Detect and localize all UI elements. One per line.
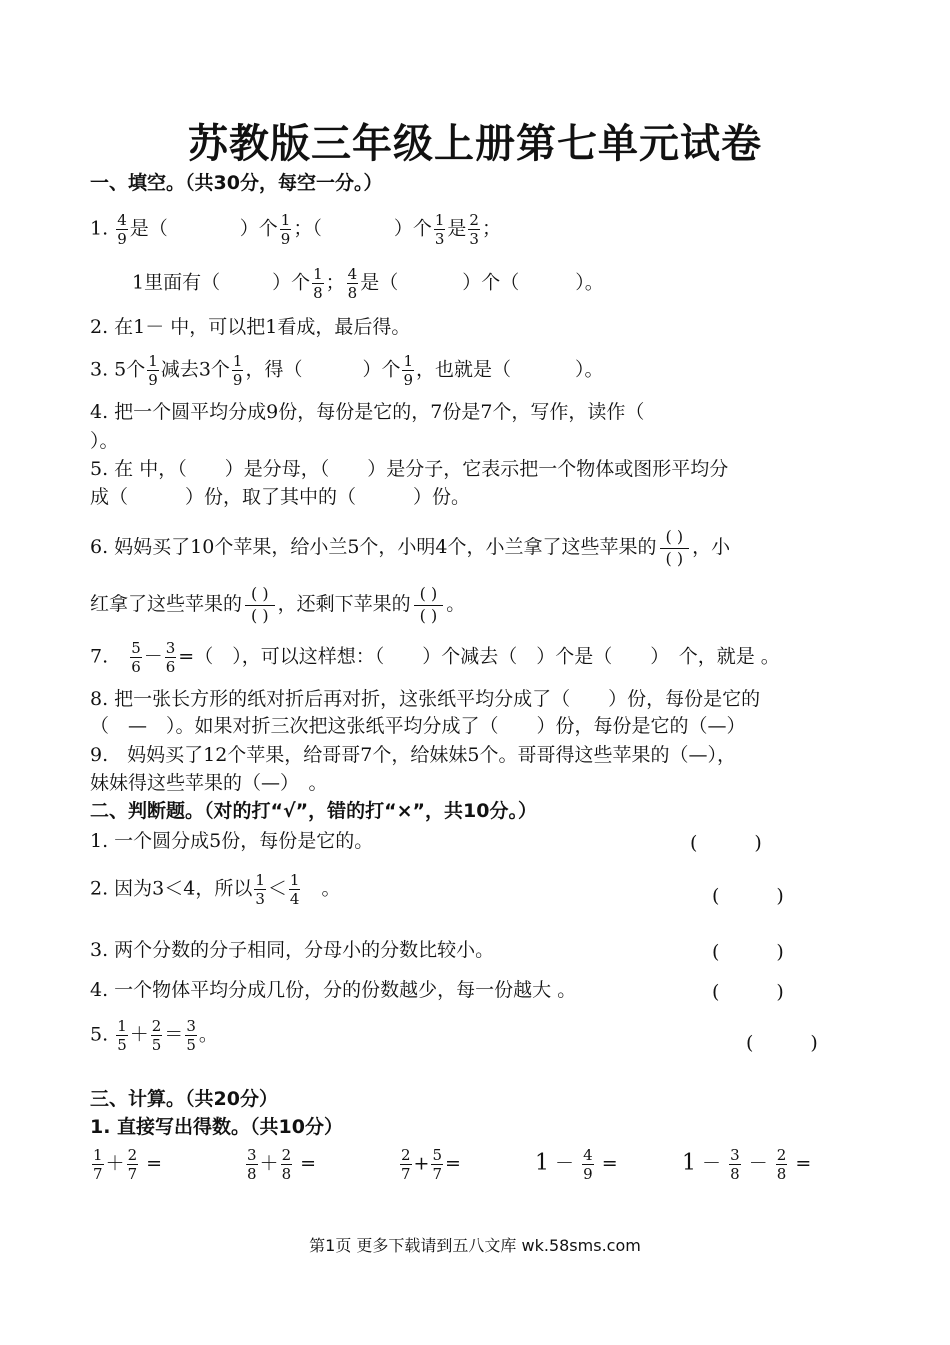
paren-fraction[interactable]: ( ) ( ) (660, 527, 690, 569)
minus-sign: － (748, 1152, 768, 1175)
q5-text: 。 (198, 1023, 218, 1046)
fraction: $\frac{1}{8}$ (313, 265, 323, 302)
equals-sign: = (445, 1152, 461, 1175)
question-3 (90, 353, 604, 388)
calc-expression-4 (535, 1147, 618, 1182)
answer-paren[interactable]: ( ) (712, 885, 784, 907)
q6-text: ，还剩下苹果的 (277, 593, 411, 615)
question-8-line-2: （ — ）。如果对折三次把这张纸平均分成了（ ）份，每份是它的（—） (90, 715, 746, 737)
q6-text: 。 (446, 593, 466, 615)
fraction: $\frac{2}{7}$ (401, 1146, 411, 1183)
q1-text: 是（ (129, 217, 168, 240)
calc-expression-3 (398, 1147, 461, 1182)
paren-fraction[interactable]: ( ) ( ) (414, 584, 444, 626)
q1-text: ； (325, 271, 345, 294)
fraction: $\frac{1}{3}$ (434, 211, 445, 248)
q1-text: 1里面有（ (132, 271, 221, 294)
question-4-line-2: ）。 (90, 430, 119, 452)
q3-text: ）个 (362, 358, 401, 381)
fraction: $\frac{1}{9}$ (148, 352, 158, 389)
q1-number: 1. (90, 217, 109, 240)
question-4-line-1: 4. 把一个圆平均分成9份，每份是它的，7份是7个，写作，读作（ (90, 401, 645, 423)
q6-text: 红拿了这些苹果的 (90, 593, 243, 615)
section2-heading: 二、判断题。（对的打“√”，错的打“×”，共10分。） (90, 800, 537, 822)
fraction: $\frac{1}{3}$ (255, 871, 265, 908)
calc-expression-1 (90, 1147, 162, 1182)
calc-expression-5 (682, 1147, 811, 1182)
q1-text: 是（ (360, 271, 399, 294)
plus-sign: ＋ (105, 1152, 125, 1175)
fraction: $\frac{5}{7}$ (432, 1146, 443, 1183)
fraction: $\frac{4}{9}$ (583, 1146, 593, 1183)
minus-sign: － (702, 1152, 722, 1175)
q3-text: ，也就是（ (416, 358, 512, 381)
q3-text: ，得（ (245, 358, 303, 381)
q6-text: 6. 妈妈买了10个苹果，给小兰5个，小明4个，小兰拿了这些苹果的 (90, 536, 657, 558)
page-title: 苏教版三年级上册第七单元试卷 (188, 121, 762, 167)
fraction: $\frac{2}{5}$ (151, 1017, 162, 1054)
fraction: $\frac{2}{3}$ (469, 211, 479, 248)
fraction: $\frac{2}{7}$ (127, 1146, 138, 1183)
section1-heading: 一、填空。（共30分，每空一分。） (90, 172, 383, 194)
plus-sign: ＋ (259, 1152, 279, 1175)
fraction: $\frac{4}{9}$ (117, 211, 127, 248)
q2-text: 2. 因为3＜4，所以 (90, 877, 253, 900)
question-5-line-2: 成（ ）份，取了其中的（ ）份。 (90, 486, 471, 508)
answer-paren[interactable]: ( ) (690, 832, 762, 854)
q1-text: ；（ (293, 217, 322, 240)
q1-text: 是 (447, 217, 467, 240)
q1-text: ）。 (575, 271, 604, 294)
number-one: 1 (535, 1150, 549, 1176)
equals-sign: = (146, 1152, 163, 1175)
fraction: $\frac{3}{5}$ (186, 1017, 196, 1054)
fraction: $\frac{4}{8}$ (347, 265, 358, 302)
minus-sign: － (555, 1152, 575, 1175)
minus-sign: － (143, 645, 163, 668)
fraction: $\frac{1}{9}$ (232, 352, 243, 389)
equals-sign: ＝ (164, 1023, 184, 1046)
q6-text: ，小 (692, 536, 731, 558)
q5-text: 5. (90, 1023, 109, 1046)
q7-text: =（ ），可以这样想：（ ）个减去（ ）个是（ ） 个，就是 。 (178, 645, 780, 668)
fraction: $\frac{1}{9}$ (403, 352, 414, 389)
page-footer: 第1页 更多下载请到五八文库 wk.58sms.com (309, 1236, 641, 1255)
q1-text: ）个 (239, 217, 278, 240)
paren-fraction[interactable]: ( ) ( ) (245, 584, 275, 626)
judge-question-4: 4. 一个物体平均分成几份，分的份数越少，每一份越大 。 (90, 979, 577, 1001)
q3-text: 减去3个 (160, 358, 230, 381)
q1-text: ）个（ (462, 271, 520, 294)
fraction: $\frac{1}{7}$ (93, 1146, 103, 1183)
fraction: $\frac{1}{4}$ (289, 871, 300, 908)
q3-text: ）。 (575, 358, 604, 381)
less-than-sign: ＜ (267, 877, 287, 900)
answer-paren[interactable]: ( ) (712, 941, 784, 963)
equals-sign: = (300, 1152, 317, 1175)
question-1-line-1 (90, 212, 501, 247)
equals-sign: = (795, 1152, 812, 1175)
equals-sign: = (601, 1152, 618, 1175)
q2-text: 。 (321, 877, 341, 900)
q1-text: ）个 (272, 271, 311, 294)
question-1-line-2 (132, 266, 604, 301)
fraction: $\frac{2}{8}$ (776, 1146, 787, 1183)
question-9-line-2: 妹妹得这些苹果的（—） 。 (90, 772, 328, 794)
judge-question-1: 1. 一个圆分成5份，每份是它的。 (90, 830, 374, 852)
calc-expression-2 (244, 1147, 316, 1182)
answer-paren[interactable]: ( ) (746, 1032, 818, 1054)
fraction: $\frac{1}{9}$ (280, 211, 291, 248)
question-6-line-2 (90, 584, 465, 626)
question-9-line-1: 9. 妈妈买了12个苹果，给哥哥7个，给妹妹5个。哥哥得这些苹果的（—）， (90, 744, 736, 766)
section3-heading: 三、计算。（共20分） (90, 1088, 278, 1110)
question-5-line-1: 5. 在 中，（ ）是分母，（ ）是分子，它表示把一个物体或图形平均分 (90, 458, 729, 480)
judge-question-5 (90, 1018, 218, 1053)
fraction: $\frac{3}{6}$ (165, 639, 176, 676)
plus-sign: ＋ (129, 1023, 149, 1046)
fraction: $\frac{5}{6}$ (131, 639, 141, 676)
fraction: $\frac{1}{5}$ (117, 1017, 127, 1054)
answer-paren[interactable]: ( ) (712, 981, 784, 1003)
q1-text: ）个 (393, 217, 432, 240)
q7-number: 7. (90, 645, 109, 668)
judge-question-3: 3. 两个分数的分子相同，分母小的分数比较小。 (90, 939, 495, 961)
fraction: $\frac{3}{8}$ (247, 1146, 257, 1183)
fraction: $\frac{3}{8}$ (730, 1146, 740, 1183)
number-one: 1 (682, 1150, 696, 1176)
question-8-line-1: 8. 把一张长方形的纸对折后再对折，这张纸平均分成了（ ）份，每份是它的 (90, 688, 761, 710)
q1-text: ； (481, 217, 501, 240)
fraction: $\frac{2}{8}$ (281, 1146, 292, 1183)
question-2: 2. 在1－ 中，可以把1看成，最后得。 (90, 316, 411, 338)
section3-sub-heading: 1. 直接写出得数。（共10分） (90, 1116, 343, 1138)
judge-question-2 (90, 872, 341, 907)
plus-sign: + (413, 1152, 430, 1175)
q3-text: 3. 5个 (90, 358, 146, 381)
question-7 (90, 640, 780, 675)
question-6-line-1 (90, 527, 730, 569)
